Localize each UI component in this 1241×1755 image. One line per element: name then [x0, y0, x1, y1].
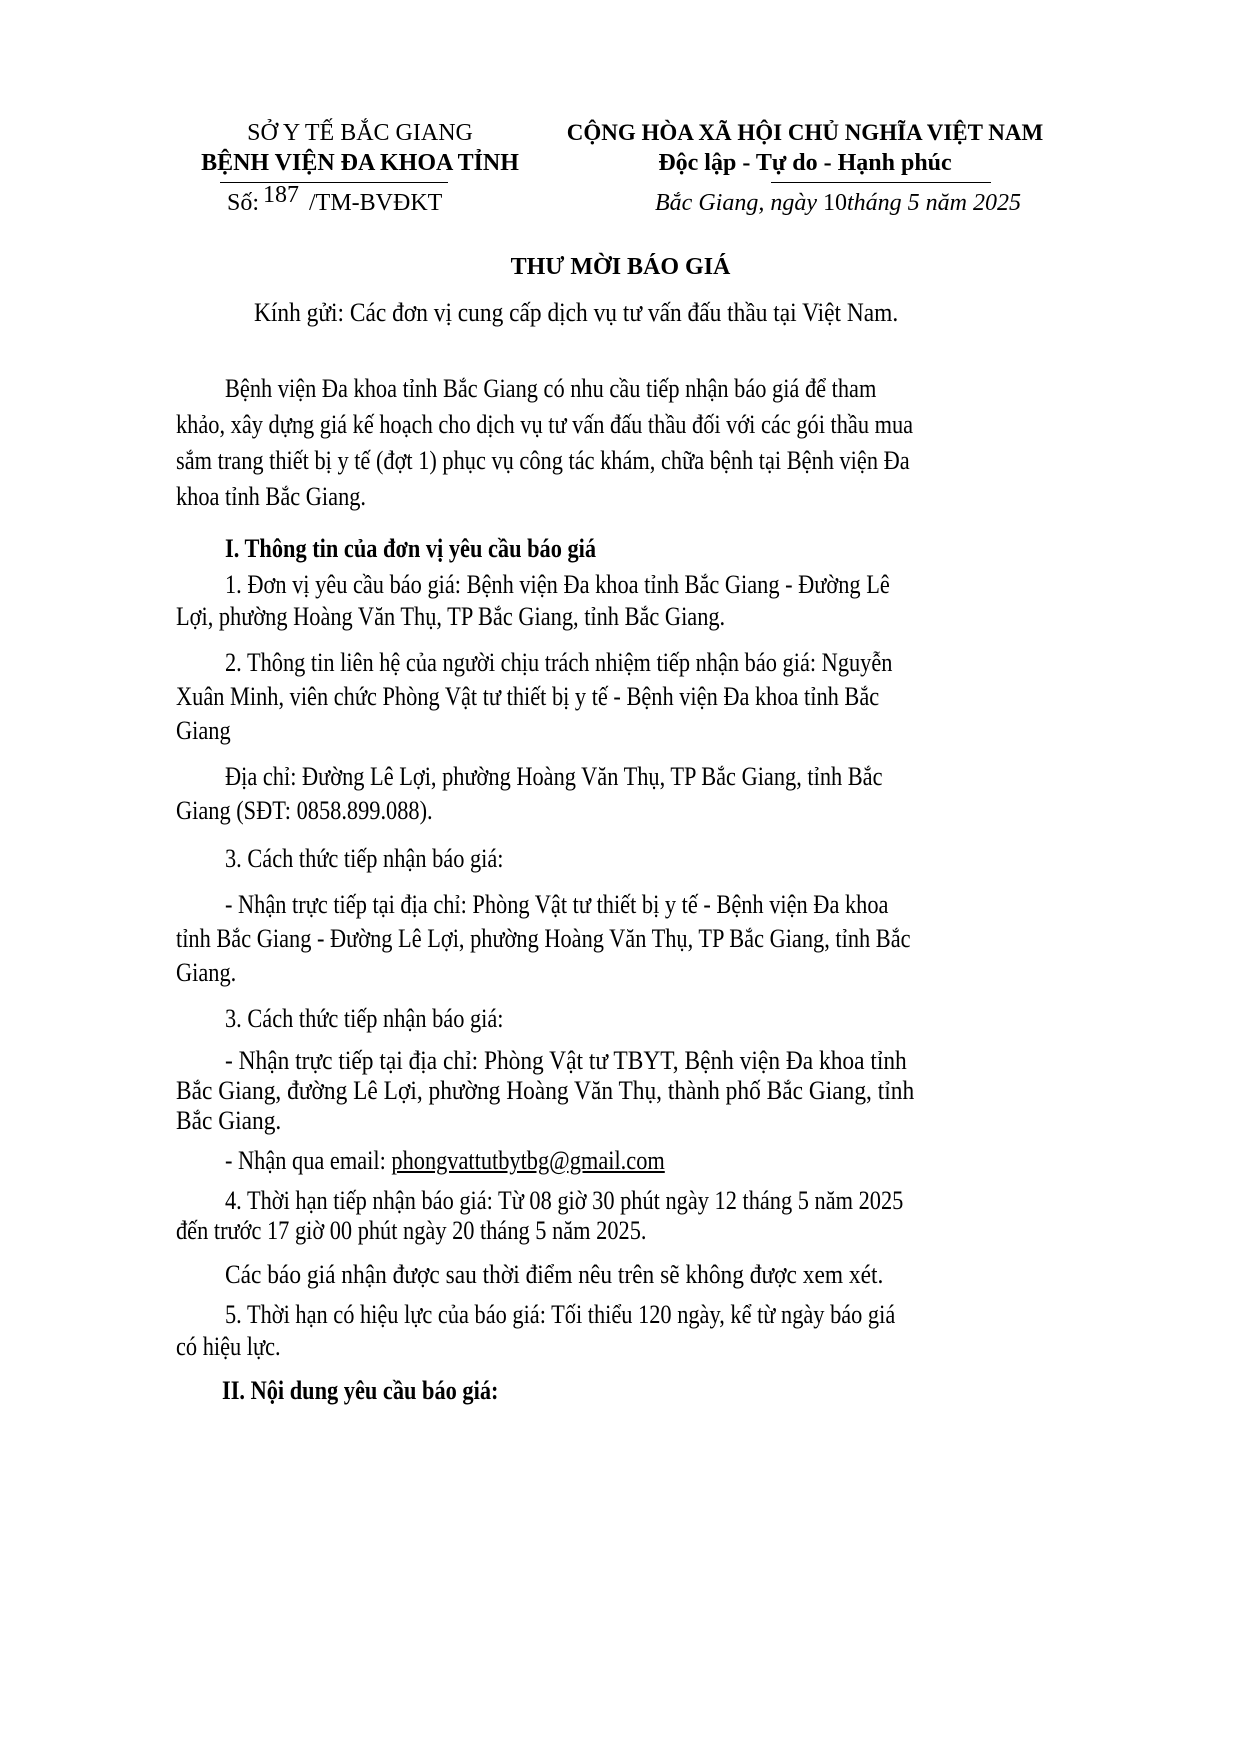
item-3a-line: Giang. — [176, 958, 237, 987]
department-name: SỞ Y TẾ BẮC GIANG — [247, 120, 473, 146]
item-3b-line: - Nhận trực tiếp tại địa chỉ: Phòng Vật tư TBYT, Bệnh viện Đa khoa tỉnh — [225, 1046, 907, 1075]
item-5-line: 5. Thời hạn có hiệu lực của báo giá: Tối thiểu 120 ngày, kể từ ngày báo giá — [225, 1300, 896, 1329]
hospital-underline — [220, 182, 448, 183]
intro-line: sắm trang thiết bị y tế (đợt 1) phục vụ công tác khám, chữa bệnh tại Bệnh viện Đa — [176, 446, 910, 475]
motto-underline — [771, 182, 991, 183]
recipient-text: Kính gửi: Các đơn vị cung cấp dịch vụ tư vấn đấu thầu tại Việt Nam. — [254, 298, 899, 327]
item-4-line: đến trước 17 giờ 00 phút ngày 20 tháng 5 năm 2025. — [176, 1216, 647, 1245]
item-3a-line: - Nhận trực tiếp tại địa chỉ: Phòng Vật tư thiết bị y tế - Bệnh viện Đa khoa — [225, 890, 889, 919]
number-prefix: Số: — [227, 190, 260, 216]
hospital-name: BỆNH VIỆN ĐA KHOA TỈNH — [201, 150, 519, 176]
document-title: THƯ MỜI BÁO GIÁ — [510, 254, 731, 280]
item-3a-heading: 3. Cách thức tiếp nhận báo giá: — [225, 844, 504, 873]
item-1-line: Lợi, phường Hoàng Văn Thụ, TP Bắc Giang, tỉnh Bắc Giang. — [176, 602, 726, 631]
email-prefix: - Nhận qua email: — [225, 1146, 386, 1175]
date-prefix: Bắc Giang, ngày — [655, 190, 817, 216]
intro-line: Bệnh viện Đa khoa tỉnh Bắc Giang có nhu cầu tiếp nhận báo giá để tham — [225, 374, 877, 403]
intro-line: khoa tỉnh Bắc Giang. — [176, 482, 367, 511]
country-name: CỘNG HÒA XÃ HỘI CHỦ NGHĨA VIỆT NAM — [566, 120, 1044, 145]
email-line — [225, 1146, 736, 1176]
item-1-line: 1. Đơn vị yêu cầu báo giá: Bệnh viện Đa khoa tỉnh Bắc Giang - Đường Lê — [225, 570, 890, 599]
recipient-line — [254, 298, 970, 328]
item-3b-heading: 3. Cách thức tiếp nhận báo giá: — [225, 1004, 504, 1033]
item-2-line: 2. Thông tin liên hệ của người chịu trách nhiệm tiếp nhận báo giá: Nguyễn — [225, 648, 893, 677]
document-date — [655, 186, 1021, 220]
deadline-note: Các báo giá nhận được sau thời điểm nêu trên sẽ không được xem xét. — [225, 1260, 884, 1289]
section-2-heading: II. Nội dung yêu cầu báo giá: — [222, 1376, 499, 1405]
document-number — [227, 182, 443, 220]
email-link[interactable]: phongvattutbytbg@gmail.com — [391, 1146, 665, 1175]
intro-line: khảo, xây dựng giá kế hoạch cho dịch vụ tư vấn đấu thầu đối với các gói thầu mua — [176, 410, 914, 439]
item-2-line: Xuân Minh, viên chức Phòng Vật tư thiết bị y tế - Bệnh viện Đa khoa tỉnh Bắc — [176, 682, 880, 711]
item-4-line: 4. Thời hạn tiếp nhận báo giá: Từ 08 giờ 30 phút ngày 12 tháng 5 năm 2025 — [225, 1186, 904, 1215]
section-1-heading: I. Thông tin của đơn vị yêu cầu báo giá — [225, 534, 597, 563]
national-motto: Độc lập - Tự do - Hạnh phúc — [658, 150, 952, 176]
item-3b-line: Bắc Giang, đường Lê Lợi, phường Hoàng Văn Thụ, thành phố Bắc Giang, tỉnh — [176, 1076, 915, 1105]
number-suffix: /TM-BVĐKT — [309, 190, 443, 216]
date-day: 10 — [822, 190, 847, 216]
address-line: Giang (SĐT: 0858.899.088). — [176, 796, 433, 825]
item-5-line: có hiệu lực. — [176, 1332, 281, 1361]
address-line: Địa chỉ: Đường Lê Lợi, phường Hoàng Văn Thụ, TP Bắc Giang, tỉnh Bắc — [225, 762, 883, 791]
item-3b-line: Bắc Giang. — [176, 1106, 282, 1135]
number-value: 187 — [263, 182, 300, 208]
item-2-line: Giang — [176, 716, 231, 745]
item-3a-line: tỉnh Bắc Giang - Đường Lê Lợi, phường Hoàng Văn Thụ, TP Bắc Giang, tỉnh Bắc — [176, 924, 911, 953]
date-suffix: tháng 5 năm 2025 — [846, 190, 1021, 216]
